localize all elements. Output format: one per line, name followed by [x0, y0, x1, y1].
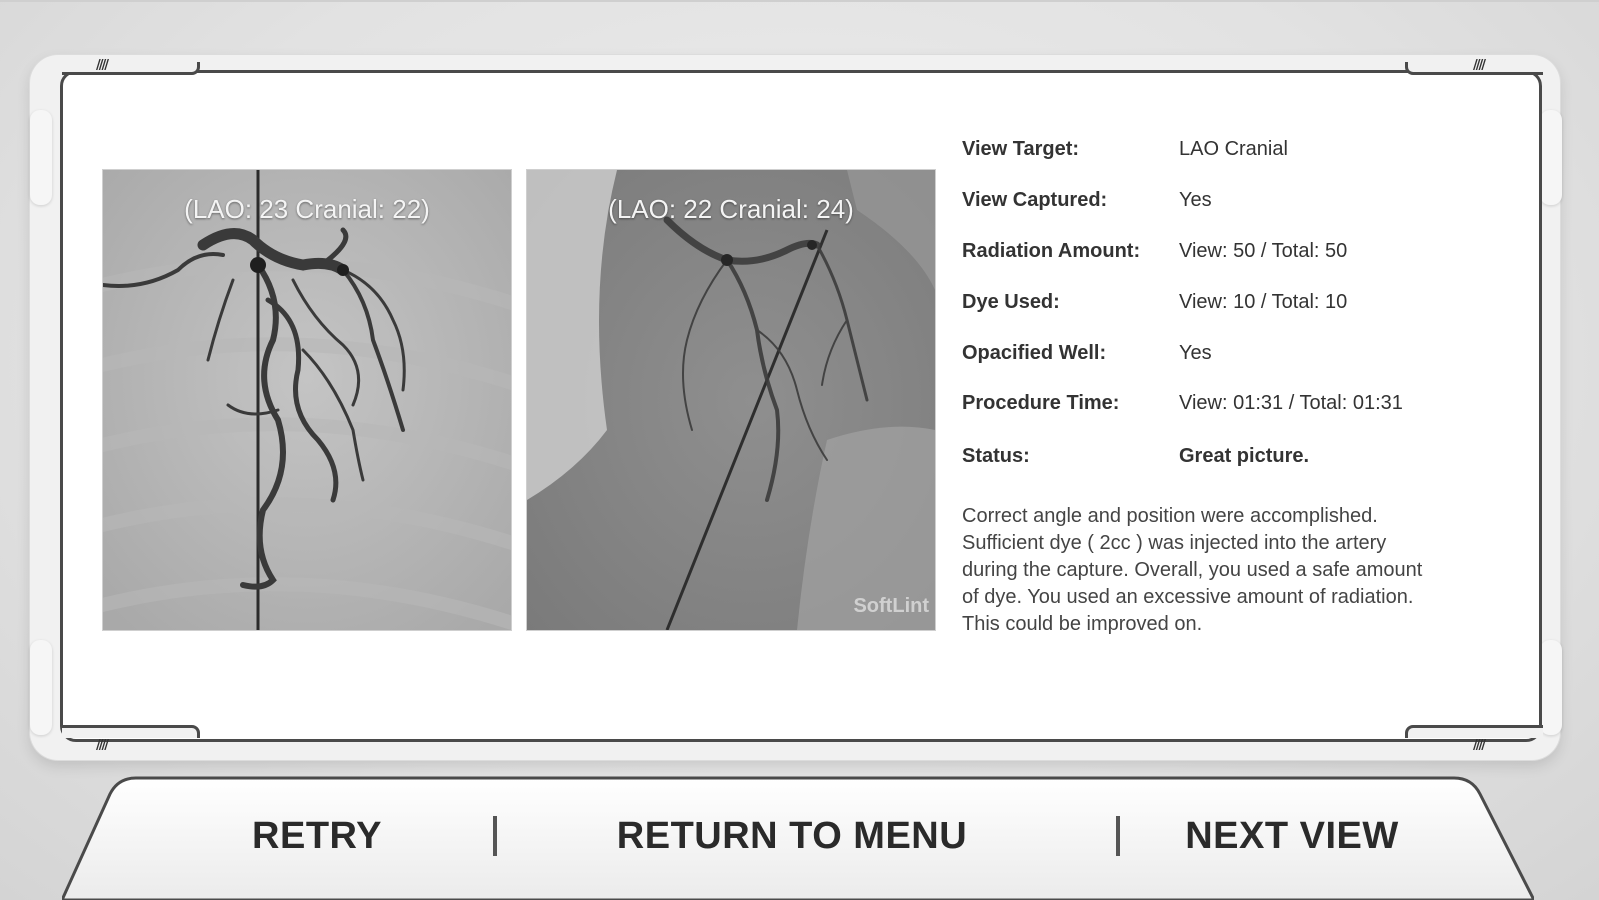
captured-angle-label: (LAO: 22 Cranial: 24) — [608, 194, 854, 224]
radiation-value: View: 50 / Total: 50 — [1179, 240, 1348, 262]
grip-marks-icon: //// — [1473, 58, 1484, 73]
button-separator — [1116, 816, 1120, 856]
view-target-label: View Target: — [962, 138, 1080, 160]
procedure-time-value: View: 01:31 / Total: 01:31 — [1179, 392, 1403, 414]
angiogram-drawing — [527, 170, 935, 630]
opacified-value: Yes — [1179, 342, 1212, 364]
opacified-label: Opacified Well: — [962, 342, 1107, 364]
next-view-button[interactable]: NEXT VIEW — [1185, 815, 1399, 857]
dye-used-value: View: 10 / Total: 10 — [1179, 291, 1348, 313]
feedback-description: Correct angle and position were accomplished. Sufficient dye ( 2cc ) was injected into the artery during the capture. Overall, you used a safe amount of dye. You used an excessive amount of radiation. This could be improved on. — [962, 505, 1423, 635]
bezel-side-tab — [1540, 640, 1562, 735]
grip-marks-icon: //// — [96, 738, 107, 753]
radiation-label: Radiation Amount: — [962, 240, 1141, 262]
angiogram-drawing — [103, 170, 511, 630]
bezel-side-tab — [30, 640, 52, 735]
view-captured-value: Yes — [1179, 189, 1212, 211]
status-value: Great picture. — [1179, 445, 1310, 467]
grip-marks-icon: //// — [96, 58, 107, 73]
bezel-side-tab — [1540, 110, 1562, 205]
captured-angiogram-image — [527, 170, 935, 630]
procedure-time-label: Procedure Time: — [962, 392, 1120, 414]
bezel-side-tab — [30, 110, 52, 205]
action-bar — [62, 776, 1534, 900]
dye-used-label: Dye Used: — [962, 291, 1060, 313]
background-seam — [0, 0, 1599, 2]
panel-notch — [62, 725, 200, 738]
target-angiogram-image — [103, 170, 511, 630]
view-target-value: LAO Cranial — [1179, 138, 1288, 160]
button-separator — [493, 816, 497, 856]
target-angle-label: (LAO: 23 Cranial: 22) — [184, 194, 430, 224]
watermark: SoftLint — [853, 595, 929, 617]
status-label: Status: — [962, 445, 1030, 467]
panel-notch — [62, 62, 200, 75]
return-to-menu-button[interactable]: RETURN TO MENU — [616, 815, 968, 857]
grip-marks-icon: //// — [1473, 738, 1484, 753]
view-captured-label: View Captured: — [962, 189, 1108, 211]
panel-notch — [1405, 725, 1543, 738]
retry-button[interactable]: RETRY — [252, 815, 382, 857]
